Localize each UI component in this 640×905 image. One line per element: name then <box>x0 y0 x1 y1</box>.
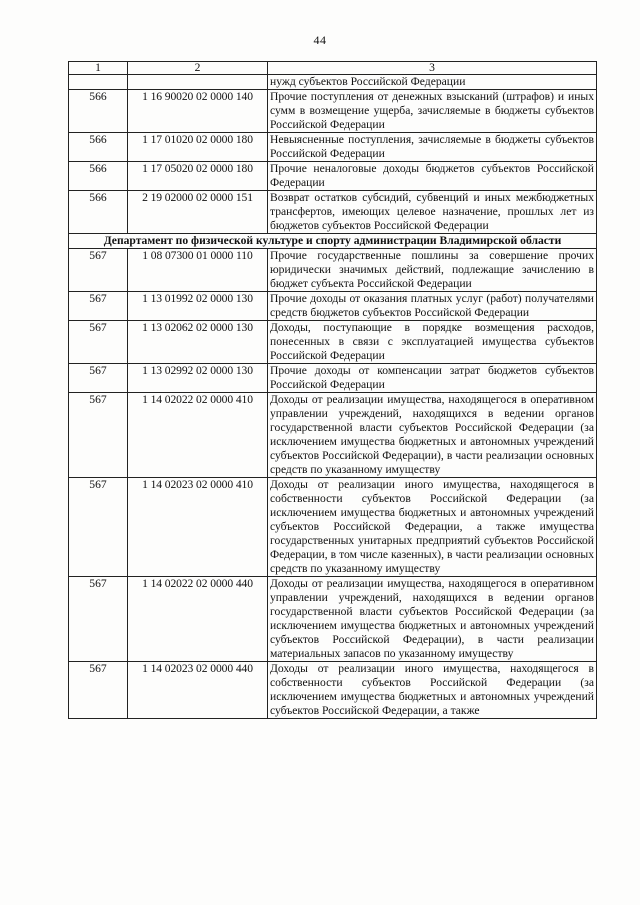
page-number: 44 <box>313 33 327 47</box>
admin-code-cell: 567 <box>69 393 128 478</box>
table-row <box>69 162 597 191</box>
table-row <box>69 133 597 162</box>
revenue-code-cell: 1 14 02022 02 0000 440 <box>128 577 268 662</box>
description-cell: Доходы от реализации иного имущества, находящегося в собственности субъектов Российской Федерации (за исключением имущества бюджетных и автономных учреждений субъектов Российской Федерации, а также <box>268 662 597 719</box>
description-cell: Прочие доходы от компенсации затрат бюджетов субъектов Российской Федерации <box>268 364 597 393</box>
description-cell: Невыясненные поступления, зачисляемые в бюджеты субъектов Российской Федерации <box>268 133 597 162</box>
revenue-code-cell: 1 13 02992 02 0000 130 <box>128 364 268 393</box>
table-row <box>69 249 597 292</box>
admin-code-cell: 566 <box>69 90 128 133</box>
table-row <box>69 75 597 90</box>
admin-code-cell <box>69 75 128 90</box>
admin-code-cell: 567 <box>69 364 128 393</box>
table-row <box>69 90 597 133</box>
revenue-code-cell: 1 13 01992 02 0000 130 <box>128 292 268 321</box>
revenue-code-cell: 1 14 02023 02 0000 440 <box>128 662 268 719</box>
revenue-code-cell: 1 14 02023 02 0000 410 <box>128 478 268 577</box>
admin-code-cell: 567 <box>69 662 128 719</box>
description-cell: нужд субъектов Российской Федерации <box>268 75 597 90</box>
admin-code-cell: 567 <box>69 577 128 662</box>
table-row <box>69 321 597 364</box>
table-row <box>69 292 597 321</box>
admin-code-cell: 567 <box>69 478 128 577</box>
section-header-row <box>69 234 597 249</box>
admin-code-cell: 566 <box>69 162 128 191</box>
description-cell: Доходы, поступающие в порядке возмещения расходов, понесенных в связи с эксплуатацией имущества субъектов Российской Федерации <box>268 321 597 364</box>
admin-code-cell: 566 <box>69 191 128 234</box>
table-row <box>69 662 597 719</box>
description-cell: Возврат остатков субсидий, субвенций и иных межбюджетных трансфертов, имеющих целевое назначение, прошлых лет из бюджетов субъектов Российской Федерации <box>268 191 597 234</box>
table-row <box>69 577 597 662</box>
admin-code-cell: 567 <box>69 292 128 321</box>
table-header-row <box>69 62 597 75</box>
admin-code-cell: 566 <box>69 133 128 162</box>
revenue-code-cell: 1 08 07300 01 0000 110 <box>128 249 268 292</box>
revenue-code-cell <box>128 75 268 90</box>
description-cell: Прочие доходы от оказания платных услуг (работ) получателями средств бюджетов субъектов Российской Федерации <box>268 292 597 321</box>
description-cell: Прочие поступления от денежных взысканий (штрафов) и иных сумм в возмещение ущерба, зачисляемые в бюджеты субъектов Российской Федерации <box>268 90 597 133</box>
revenue-code-cell: 2 19 02000 02 0000 151 <box>128 191 268 234</box>
admin-code-cell: 567 <box>69 249 128 292</box>
table-row <box>69 393 597 478</box>
header-cell-admin: 1 <box>69 62 128 75</box>
revenue-code-cell: 1 17 05020 02 0000 180 <box>128 162 268 191</box>
revenue-codes-table <box>68 61 597 719</box>
description-cell: Прочие государственные пошлины за совершение прочих юридически значимых действий, подлежащие зачислению в бюджет субъекта Российской Федерации <box>268 249 597 292</box>
revenue-code-cell: 1 17 01020 02 0000 180 <box>128 133 268 162</box>
description-cell: Прочие неналоговые доходы бюджетов субъектов Российской Федерации <box>268 162 597 191</box>
table-row <box>69 191 597 234</box>
header-cell-code: 2 <box>128 62 268 75</box>
description-cell: Доходы от реализации имущества, находящегося в оперативном управлении учреждений, находящихся в ведении органов государственной власти субъектов Российской Федерации (за исключением имущества бюджетных и автономных учреждений субъектов Российской Федерации), в части реализации материальных запасов по указанному имуществу <box>268 577 597 662</box>
revenue-code-cell: 1 14 02022 02 0000 410 <box>128 393 268 478</box>
revenue-code-cell: 1 16 90020 02 0000 140 <box>128 90 268 133</box>
revenue-code-cell: 1 13 02062 02 0000 130 <box>128 321 268 364</box>
table-row <box>69 478 597 577</box>
description-cell: Доходы от реализации иного имущества, находящегося в собственности субъектов Российской Федерации (за исключением имущества бюджетных и автономных учреждений субъектов Российской Федерации, а также имущества государственных унитарных предприятий субъектов Российской Федерации, в том числе казенных), в части реализации основных средств по указанному имуществу <box>268 478 597 577</box>
description-cell: Доходы от реализации имущества, находящегося в оперативном управлении учреждений, находящихся в ведении органов государственной власти субъектов Российской Федерации (за исключением имущества бюджетных и автономных учреждений субъектов Российской Федерации), в части реализации основных средств по указанному имуществу <box>268 393 597 478</box>
section-title: Департамент по физической культуре и спорту администрации Владимирской области <box>69 234 597 249</box>
header-cell-description: 3 <box>268 62 597 75</box>
table-row <box>69 364 597 393</box>
admin-code-cell: 567 <box>69 321 128 364</box>
